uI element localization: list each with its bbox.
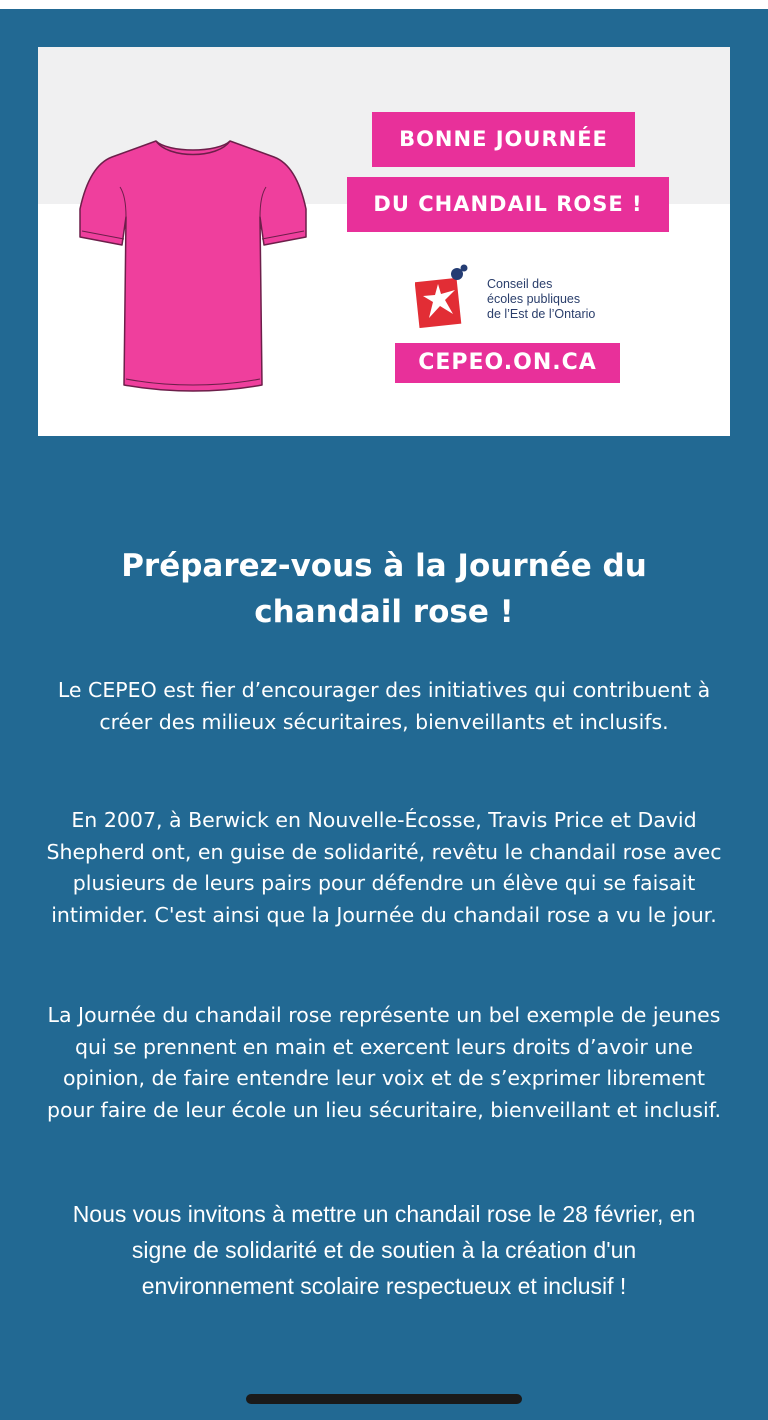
banner-label-line-2: DU CHANDAIL ROSE ! (347, 177, 669, 232)
article-paragraph-1: Le CEPEO est fier d’encourager des initiatives qui contribuent à créer des milieux sécuritaires, bienveillants et inclusifs. (57, 678, 711, 734)
pink-tshirt-icon (78, 133, 308, 393)
logo-text-line: Conseil des (487, 277, 553, 291)
article-paragraph-2: En 2007, à Berwick en Nouvelle-Écosse, Travis Price et David Shepherd ont, en guise de solidarité, revêtu le chandail rose avec plusieurs de leurs pairs pour défendre un élève qui se faisait intimider. C'est ainsi que la Journée du chandail rose a vu le jour. (46, 808, 722, 927)
banner-label-line-1: BONNE JOURNÉE (372, 112, 635, 167)
article-paragraph-4: Nous vous invitons à mettre un chandail rose le 28 février, en signe de solidarité et de soutien à la création d'un environnement scolaire respectueux et inclusif ! (72, 1201, 696, 1299)
article-paragraph-3: La Journée du chandail rose représente un bel exemple de jeunes qui se prennent en main et exercent leurs droits d’avoir une opinion, de faire entendre leur voix et de s’exprimer librement pour faire de leur école un lieu sécuritaire, bienveillant et inclusif. (46, 1003, 721, 1122)
cepeo-logo-text (487, 277, 667, 322)
logo-text-line: de l’Est de l’Ontario (487, 307, 596, 321)
home-indicator[interactable] (246, 1394, 522, 1404)
website-label: CEPEO.ON.CA (395, 343, 620, 383)
top-strip (0, 0, 768, 9)
pink-shirt-day-banner[interactable] (38, 47, 730, 436)
article-headline: Préparez-vous à la Journée du chandail rose ! (121, 548, 647, 630)
logo-text-line: écoles publiques (487, 292, 581, 306)
cepeo-logo-icon (415, 264, 473, 328)
